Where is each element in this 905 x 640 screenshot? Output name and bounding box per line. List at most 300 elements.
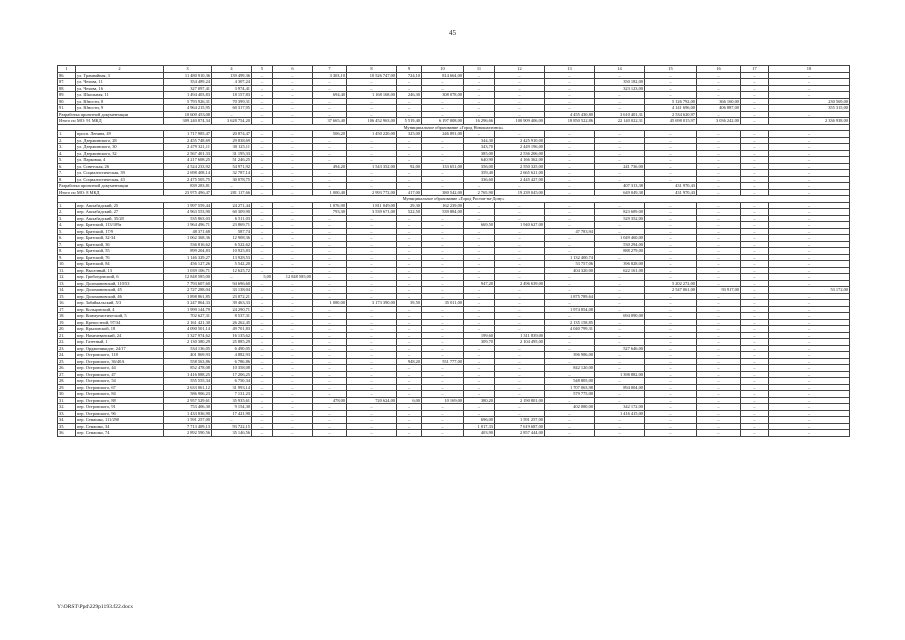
table-cell: 478,00 [313,397,347,404]
table-cell: – [495,313,545,320]
table-cell: – [495,228,545,235]
column-number-cell: 13 [545,66,595,73]
table-cell: 1 591 257,00 [164,417,212,424]
table-cell: – [495,267,545,274]
total-cell: – [545,183,595,190]
table-cell: 6. [58,235,76,242]
table-cell: – [595,430,645,437]
table-cell: 39,50 [397,300,422,307]
table-cell: 396 828,00 [595,261,645,268]
address-cell: пер. Семашко, 34 [76,423,164,430]
table-cell: – [464,378,495,385]
table-cell: 246 891,00 [422,131,464,138]
table-cell: – [464,313,495,320]
table-cell: – [495,384,545,391]
table-cell: 1 146 329,27 [164,254,212,261]
table-cell: 7 131,23 [212,391,252,398]
table-cell: – [422,371,464,378]
table-cell: 2 550 325,00 [495,163,545,170]
table-cell: – [595,150,645,157]
table-cell: – [495,105,545,112]
table-cell: 6 750,34 [212,378,252,385]
table-cell: 1 543 352,00 [347,163,397,170]
table-cell: – [422,150,464,157]
table-cell: – [697,384,741,391]
table-cell: – [595,365,645,372]
total-cell: – [273,111,313,118]
total-label: Разработка проектной документации [58,183,164,190]
table-cell: – [347,430,397,437]
table-cell: – [595,72,645,79]
table-cell: – [397,384,422,391]
table-cell: – [495,391,545,398]
table-cell: – [212,274,252,281]
table-cell: 133 651,00 [422,163,464,170]
table-cell: – [252,404,273,411]
table-cell: 5,00 [252,274,273,281]
table-cell: – [769,313,850,320]
table-cell: – [769,163,850,170]
table-cell: 1 433 836,90 [164,410,212,417]
table-cell: – [741,228,769,235]
table-cell: – [769,371,850,378]
table-cell: 25. [58,358,76,365]
table-cell: – [697,144,741,151]
table-cell: – [397,215,422,222]
table-cell: – [741,391,769,398]
table-cell: – [741,202,769,209]
table-cell: 1 450 220,00 [347,131,397,138]
total-cell: 1 000,40 [313,189,347,196]
table-cell: – [697,254,741,261]
table-cell: – [464,365,495,372]
table-cell: – [645,319,697,326]
table-cell: 894 004,00 [595,384,645,391]
table-cell: 1 940 627,00 [495,222,545,229]
table-cell: – [697,137,741,144]
table-cell: – [741,417,769,424]
table-cell: 70 399,31 [212,98,252,105]
column-number-cell: 4 [212,66,252,73]
table-cell: – [252,287,273,294]
table-cell: – [741,306,769,313]
table-cell: – [464,352,495,359]
table-cell: – [313,170,347,177]
table-cell: – [252,384,273,391]
table-cell: 842 120,00 [545,365,595,372]
table-cell: – [741,326,769,333]
table-cell: 1 591 257,00 [495,417,545,424]
table-cell: 17 421,90 [212,410,252,417]
table-cell: – [697,176,741,183]
table-cell: 12. [58,274,76,281]
table-cell: – [741,319,769,326]
table-cell: – [545,235,595,242]
table-cell: – [252,144,273,151]
table-cell: – [595,202,645,209]
table-cell: – [495,293,545,300]
table-cell: – [347,313,397,320]
table-cell: – [397,79,422,86]
column-number-cell: 1 [58,66,76,73]
table-cell: 1 875 789,64 [545,293,595,300]
table-cell: – [769,339,850,346]
table-cell: – [769,85,850,92]
table-cell: – [273,222,313,229]
column-number-cell: 12 [495,66,545,73]
table-cell: – [769,332,850,339]
table-cell: – [313,157,347,164]
table-cell: 8. [58,176,76,183]
table-cell: – [595,391,645,398]
table-cell: – [769,423,850,430]
table-cell: 90. [58,98,76,105]
table-cell: – [313,365,347,372]
table-cell: 2 104 495,00 [495,339,545,346]
total-cell: – [252,118,273,125]
table-cell: 53 757,06 [545,261,595,268]
table-cell: – [273,92,313,99]
table-cell: 8 537,31 [212,313,252,320]
table-cell: 6. [58,163,76,170]
address-cell: пер. Доломановский, 46 [76,293,164,300]
table-cell: 694,40 [313,92,347,99]
total-cell: – [273,118,313,125]
table-cell: – [595,358,645,365]
table-cell: – [347,378,397,385]
table-cell: – [697,306,741,313]
table-cell: – [397,137,422,144]
page-number: 45 [449,29,456,37]
total-cell: – [252,183,273,190]
table-cell: – [545,209,595,216]
table-cell: – [397,241,422,248]
table-cell: – [273,137,313,144]
table-cell: 18. [58,313,76,320]
table-cell: 29. [58,384,76,391]
table-cell: – [741,397,769,404]
table-cell: – [422,170,464,177]
table-cell: 33. [58,410,76,417]
table-cell: 2 698 408,14 [164,170,212,177]
table-cell: – [741,430,769,437]
table-cell: – [545,137,595,144]
table-cell: – [741,404,769,411]
table-cell: 51 246,25 [212,157,252,164]
table-cell: – [313,410,347,417]
table-cell: 1. [58,202,76,209]
table-cell: – [697,202,741,209]
table-cell: – [273,150,313,157]
table-cell: 702 627,31 [164,313,212,320]
table-cell: – [347,215,397,222]
table-cell: – [252,326,273,333]
table-cell: – [595,144,645,151]
table-cell: 2 496 639,00 [495,280,545,287]
table-cell: – [645,163,697,170]
table-cell: 2 892 590,56 [164,430,212,437]
table-cell: – [313,313,347,320]
table-cell: 88. [58,85,76,92]
table-cell: – [273,404,313,411]
table-cell: 2 475 505,75 [164,176,212,183]
table-cell: – [347,352,397,359]
total-cell: 19 239 045,00 [495,189,545,196]
table-cell: 2 957 529,61 [164,397,212,404]
table-cell: – [495,79,545,86]
total-cell: – [252,189,273,196]
table-cell: – [313,241,347,248]
total-cell: – [769,189,850,196]
table-cell: – [741,423,769,430]
table-cell: – [397,228,422,235]
table-cell: 406 887,00 [697,105,741,112]
total-cell: – [397,183,422,190]
table-cell: – [595,176,645,183]
table-cell: – [697,274,741,281]
table-cell: – [495,235,545,242]
table-cell: – [645,306,697,313]
table-cell: – [645,417,697,424]
table-cell: 355 315,00 [769,105,850,112]
table-cell: 24. [58,352,76,359]
table-cell: – [347,79,397,86]
table-cell: 343,70 [464,144,495,151]
table-cell: – [741,248,769,255]
address-cell: ул. Юности, 9 [76,105,164,112]
total-cell: – [741,189,769,196]
table-cell: – [252,352,273,359]
table-cell: 230 569,00 [769,98,850,105]
table-cell: 529 352,00 [595,215,645,222]
table-cell: – [741,131,769,138]
table-cell: 139 499,36 [212,72,252,79]
table-cell: – [347,85,397,92]
table-cell: – [252,410,273,417]
address-cell: ул. Чехова, 16 [76,85,164,92]
table-cell: – [273,397,313,404]
table-cell: – [397,280,422,287]
table-cell: – [464,319,495,326]
table-cell: – [545,371,595,378]
table-cell: – [464,228,495,235]
total-cell: – [769,111,850,118]
table-cell: – [313,248,347,255]
table-cell: – [422,79,464,86]
total-cell: – [422,111,464,118]
table-cell: – [347,170,397,177]
table-cell: – [252,371,273,378]
table-cell: 13 928,53 [212,254,252,261]
table-cell: – [769,137,850,144]
table-cell: 5 793 926,31 [164,98,212,105]
table-cell: 366 160,00 [697,98,741,105]
table-cell: – [697,391,741,398]
table-cell: – [273,267,313,274]
table-cell: – [697,209,741,216]
table-cell: – [273,254,313,261]
total-cell: – [464,111,495,118]
address-cell: ул. Чехова, 11 [76,79,164,86]
table-cell: – [397,254,422,261]
address-cell: пер. Крепостной, 97/34 [76,319,164,326]
total-cell: 309 240 874,34 [164,118,212,125]
table-cell: 1 416 415,00 [595,410,645,417]
table-cell: – [422,176,464,183]
address-cell: пер. Грибоедовский, 6 [76,274,164,281]
table-cell: – [252,397,273,404]
table-cell: – [397,339,422,346]
table-cell: 1 080,00 [313,300,347,307]
table-cell: 1 327 974,62 [164,332,212,339]
address-cell: пер. Кольцовский, 4 [76,306,164,313]
table-cell: – [595,170,645,177]
table-cell: – [273,72,313,79]
total-cell: – [422,183,464,190]
table-cell: 20. [58,326,76,333]
table-row [58,430,850,437]
total-cell: 106 452 963,00 [347,118,397,125]
table-cell: 536 816,62 [164,241,212,248]
table-cell: – [397,423,422,430]
table-cell: 2. [58,209,76,216]
table-cell: – [464,209,495,216]
table-cell: 2 449 196,00 [495,144,545,151]
table-cell: – [347,293,397,300]
table-cell: – [645,176,697,183]
address-cell: пер. Ашхабадский, 35/28 [76,215,164,222]
table-cell: 4 882,93 [212,352,252,359]
table-cell: 793,30 [313,209,347,216]
table-cell: – [595,274,645,281]
address-cell: пер. Газетный, 1 [76,339,164,346]
table-cell: – [252,391,273,398]
table-cell: – [697,92,741,99]
table-cell: 26 262,45 [212,319,252,326]
table-cell: – [313,215,347,222]
table-cell: 1 717 985,47 [164,131,212,138]
table-cell: – [769,215,850,222]
table-cell: – [273,391,313,398]
total-cell: – [212,183,252,190]
table-cell: – [545,280,595,287]
table-cell: – [741,287,769,294]
table-cell: 35. [58,423,76,430]
table-cell: – [347,371,397,378]
table-cell: 522,50 [397,209,422,216]
table-cell: 1 898 861,85 [164,293,212,300]
table-cell: – [769,267,850,274]
total-cell: – [397,111,422,118]
table-cell: – [422,105,464,112]
total-cell: 4 455 430,80 [545,111,595,118]
table-cell: – [252,72,273,79]
table-cell: – [769,397,850,404]
table-cell: – [464,300,495,307]
table-cell: 32. [58,404,76,411]
table-cell: – [769,280,850,287]
table-cell: – [397,176,422,183]
table-cell: – [769,228,850,235]
table-cell: – [645,254,697,261]
table-cell: – [397,332,422,339]
table-cell: 11. [58,267,76,274]
table-cell: 1 707 063,98 [545,384,595,391]
table-cell: – [347,105,397,112]
table-cell: – [464,85,495,92]
table-cell: 39 463,33 [212,300,252,307]
table-cell: – [545,92,595,99]
table-cell: 342 172,00 [595,404,645,411]
total-cell: – [212,111,252,118]
table-cell: – [595,378,645,385]
table-cell: – [697,228,741,235]
table-cell: – [769,417,850,424]
table-cell: – [313,332,347,339]
table-cell: – [347,404,397,411]
table-cell: 694 090,00 [595,313,645,320]
table-cell: 1 494 403,83 [164,92,212,99]
table-cell: – [347,248,397,255]
table-cell: – [313,79,347,86]
table-cell: – [397,430,422,437]
table-cell: 31 993,14 [212,384,252,391]
table-cell: – [769,131,850,138]
address-cell: пер. Семашко, 111/290 [76,417,164,424]
table-cell: 2. [58,137,76,144]
table-cell: – [252,215,273,222]
table-cell: – [313,150,347,157]
table-cell: – [273,280,313,287]
table-cell: – [741,358,769,365]
table-cell: – [347,417,397,424]
total-cell: – [273,189,313,196]
table-cell: 380,20 [464,397,495,404]
table-cell: – [397,313,422,320]
address-cell: пер. Крыловской, 18 [76,326,164,333]
table-cell: – [347,280,397,287]
address-cell: пер. Островского, 96 [76,410,164,417]
table-cell: – [697,410,741,417]
table-cell: – [422,144,464,151]
address-cell: пер. Ашхабадский, 27 [76,209,164,216]
table-cell: – [397,105,422,112]
table-cell: – [273,157,313,164]
column-number-cell: 6 [273,66,313,73]
table-cell: 2 130 380,29 [164,339,212,346]
table-cell: – [252,79,273,86]
table-cell: 1 132 400,74 [545,254,595,261]
table-cell: – [595,300,645,307]
table-cell: 17 206,25 [212,371,252,378]
table-cell: 2 547 061,00 [645,287,697,294]
table-cell: – [495,131,545,138]
table-cell: 7. [58,170,76,177]
table-cell: – [464,92,495,99]
table-cell: – [313,306,347,313]
address-cell: пер. Доломановский, 45 [76,287,164,294]
table-cell: – [741,365,769,372]
table-cell: – [741,150,769,157]
table-cell: – [545,339,595,346]
table-cell: – [769,241,850,248]
table-cell: – [273,85,313,92]
table-cell: 5 542,20 [212,261,252,268]
table-cell: – [252,131,273,138]
table-cell: 404 320,00 [545,267,595,274]
table-cell: 6 522,62 [212,241,252,248]
table-cell: – [252,280,273,287]
